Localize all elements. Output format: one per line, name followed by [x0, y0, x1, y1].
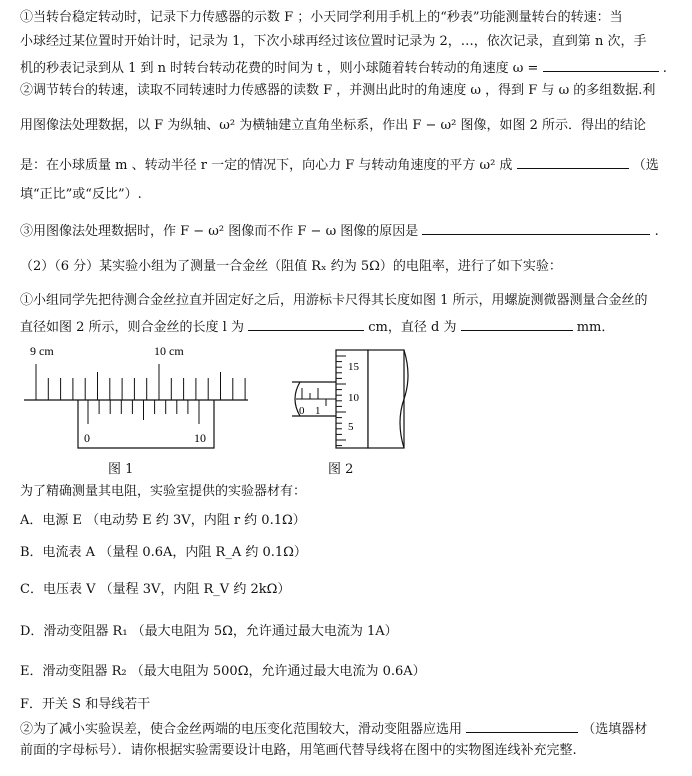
- answer-blank-rheostat[interactable]: [466, 719, 578, 733]
- q2-para-1: ①小组同学先把待测合金丝拉直并固定好之后，用游标卡尺得其长度如图 1 所示，用螺旋测微器测量合金丝的: [20, 293, 648, 308]
- q2-para-4: 前面的字母标号）．请你根据实验需要设计电路，用笔画代替导线将在图中的实物图连线补充完整.: [20, 743, 577, 758]
- q2-para-2-text: 直径如图 2 所示，则合金丝的长度 l 为: [20, 320, 244, 335]
- answer-blank-omega[interactable]: [543, 58, 659, 72]
- q1-line-4: ②调节转台的转速，读取不同转速时力传感器的读数 F ，并测出此时的角速度 ω ，得到 F 与 ω 的多组数据.利: [20, 83, 656, 98]
- equipment-option-e: E．滑动变阻器 R₂ （最大电阻为 500Ω，允许通过最大电流为 0.6A）: [20, 664, 426, 679]
- q2-para-2-end: mm．: [576, 320, 615, 335]
- answer-blank-reason[interactable]: [422, 221, 650, 235]
- q1-line-3-end: .: [662, 61, 667, 76]
- answer-blank-diameter[interactable]: [461, 317, 573, 331]
- answer-blank-length[interactable]: [248, 317, 364, 331]
- q1-line-8-text: ③用图像法处理数据时，作 F − ω² 图像而不作 F − ω 图像的原因是: [20, 224, 419, 239]
- thimble-label-5: 5: [348, 421, 354, 433]
- equipment-option-c: C．电压表 V （量程 3V，内阻 R_V 约 2kΩ）: [20, 582, 291, 597]
- figure-2-caption: 图 2: [328, 462, 354, 477]
- figure-1-caption: 图 1: [108, 462, 134, 477]
- vernier-label-10: 10: [194, 431, 206, 445]
- main-scale-ticks: [36, 364, 245, 400]
- q1-line-6: [20, 155, 680, 174]
- q1-line-6-text: 是：在小球质量 m 、转动半径 r 一定的情况下，向心力 F 与转动角速度的平方 ω² 成: [20, 158, 513, 173]
- thimble-label-10: 10: [348, 392, 359, 404]
- q1-line-3: [20, 58, 680, 77]
- q1-line-1: ①当转台稳定转动时，记录下力传感器的示数 F ；小天同学利用手机上的“秒表”功能测量转台的转速：当: [20, 10, 623, 25]
- equipment-option-a: A．电源 E （电动势 E 约 3V，内阻 r 约 0.1Ω）: [20, 513, 306, 528]
- q1-line-8-end: .: [654, 224, 659, 239]
- main-scale-label-9cm: 9 cm: [30, 344, 54, 358]
- q1-line-7: 填“正比”或“反比”）.: [20, 187, 142, 202]
- q2-para-3-text: ②为了减小实验误差，使合金丝两端的电压变化范围较大，滑动变阻器应选用: [20, 722, 463, 737]
- q1-line-2: 小球经过某位置时开始计时，记录为 1，下次小球再经过该位置时记录为 2，…，依次记录，直到第 n 次，手: [20, 34, 647, 49]
- sleeve-label-1: 1: [315, 405, 321, 417]
- q2-para-3: [20, 719, 680, 738]
- q2-para-3-end: （选填器材: [582, 722, 648, 737]
- q2-heading: （2）（6 分）某实验小组为了测量一合金丝（阻值 Rₓ 约为 5Ω）的电阻率，进行了如下实验：: [20, 259, 562, 274]
- micrometer-figure: [286, 346, 416, 452]
- sleeve-label-0: 0: [299, 405, 305, 417]
- q1-line-8: [20, 221, 680, 240]
- equipment-option-f: F．开关 S 和导线若干: [20, 697, 151, 712]
- q2-para-2: [20, 317, 680, 336]
- answer-blank-proportion[interactable]: [517, 155, 629, 169]
- equipment-intro: 为了精确测量其电阻，实验室提供的实验器材有：: [20, 484, 307, 499]
- q1-line-3-text: 机的秒表记录到从 1 到 n 时转台转动花费的时间为 t ，则小球随着转台转动的角速度 ω =: [20, 61, 539, 76]
- q2-para-2-mid: cm，直径 d 为: [368, 320, 457, 335]
- equipment-option-b: B．电流表 A （量程 0.6A，内阻 R_A 约 0.1Ω）: [20, 545, 307, 560]
- q1-line-5: 用图像法处理数据，以 F 为纵轴、ω² 为横轴建立直角坐标系，作出 F − ω² 图像，如图 2 所示．得出的结论: [20, 118, 647, 133]
- vernier-label-0: 0: [84, 431, 90, 445]
- vernier-scale-ticks: [88, 400, 199, 424]
- q1-line-6-end: （选: [632, 158, 659, 173]
- vernier-caliper-figure: [24, 342, 248, 454]
- ratchet-body: [368, 350, 404, 448]
- main-scale-label-10cm: 10 cm: [154, 344, 184, 358]
- thimble-label-15: 15: [348, 361, 359, 373]
- equipment-option-d: D．滑动变阻器 R₁ （最大电阻为 5Ω，允许通过最大电流为 1A）: [20, 624, 398, 639]
